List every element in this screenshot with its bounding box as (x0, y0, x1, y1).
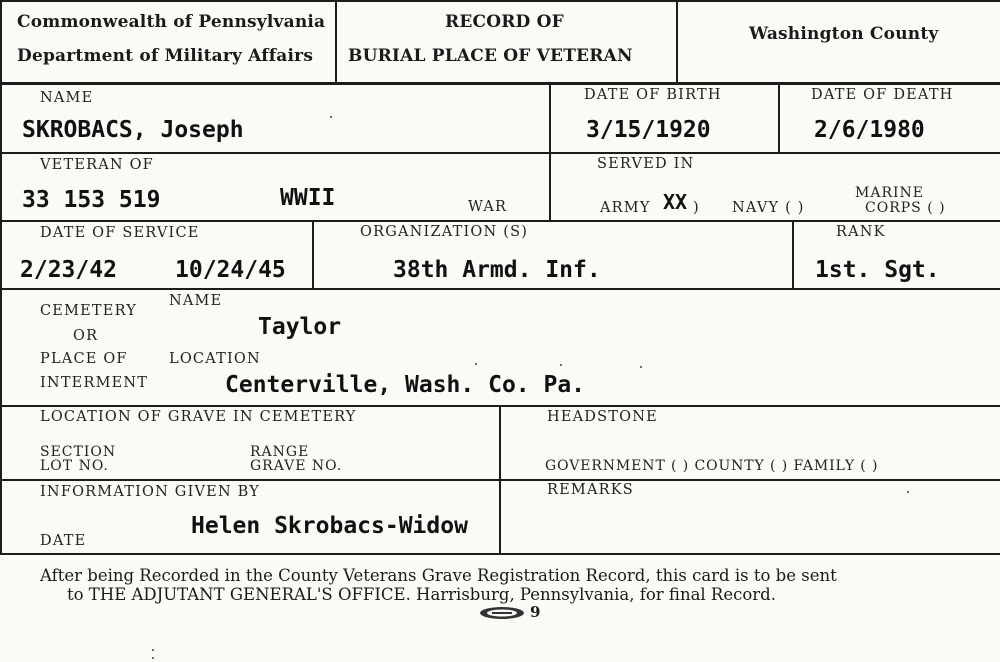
serial-number: 33 153 519 (22, 187, 161, 213)
army-mark: XX (663, 190, 688, 214)
date-label: DATE (40, 533, 87, 549)
rank-value: 1st. Sgt. (815, 257, 940, 283)
marine-label-line-1: MARINE (855, 185, 924, 201)
divider-row3 (0, 288, 1000, 290)
border-top (0, 0, 1000, 2)
scan-speck (475, 363, 477, 365)
divider-name-dob (549, 84, 551, 221)
date-of-birth-value: 3/15/1920 (586, 117, 711, 143)
divider-org-rank (792, 221, 794, 289)
interment-label: INTERMENT (40, 375, 149, 391)
navy-label: NAVY ( ) (732, 200, 805, 216)
grave-location-label: LOCATION OF GRAVE IN CEMETERY (40, 409, 357, 425)
organization-label: ORGANIZATION (S) (360, 224, 529, 240)
grave-no-label: GRAVE NO. (250, 458, 343, 474)
army-close: ) (693, 200, 700, 216)
scan-speck (907, 491, 909, 493)
divider-header (0, 82, 1000, 85)
divider-header-v1 (335, 0, 337, 84)
remarks-label: REMARKS (547, 482, 634, 498)
served-in-label: SERVED IN (597, 156, 695, 172)
union-label-icon (478, 605, 526, 621)
divider-dob-dod (778, 84, 780, 153)
divider-header-v2 (676, 0, 678, 84)
cemetery-name-value: Taylor (258, 314, 342, 340)
range-label: RANGE (250, 444, 310, 460)
location-label: LOCATION (169, 351, 261, 367)
service-end-date: 10/24/45 (175, 257, 286, 283)
date-of-service-label: DATE OF SERVICE (40, 225, 200, 241)
date-of-birth-label: DATE OF BIRTH (584, 87, 722, 103)
lot-no-label: LOT NO. (40, 458, 109, 474)
divider-row1 (0, 152, 1000, 154)
form-title-line-2: BURIAL PLACE OF VETERAN (348, 46, 633, 66)
or-label: OR (73, 328, 99, 344)
location-value: Centerville, Wash. Co. Pa. (225, 372, 586, 398)
service-start-date: 2/23/42 (20, 257, 117, 283)
scan-speck (152, 657, 154, 659)
veteran-of-label: VETERAN OF (40, 157, 154, 173)
divider-grave-headstone (499, 406, 501, 553)
department-line-2: Department of Military Affairs (17, 46, 314, 66)
army-label: ARMY (600, 200, 651, 216)
marine-label-line-2: CORPS ( ) (865, 200, 946, 216)
headstone-options: GOVERNMENT ( ) COUNTY ( ) FAMILY ( ) (545, 458, 879, 474)
cemetery-label: CEMETERY (40, 303, 138, 319)
footer-instruction-line-2: to THE ADJUTANT GENERAL'S OFFICE. Harrisburg, Pennsylvania, for final Record. (67, 585, 776, 604)
divider-service-org (312, 221, 314, 289)
headstone-label: HEADSTONE (547, 409, 658, 425)
name-label: NAME (40, 90, 94, 106)
page-number: 9 (530, 603, 541, 621)
information-given-by-label: INFORMATION GIVEN BY (40, 484, 261, 500)
scan-speck (560, 364, 562, 366)
department-line-1: Commonwealth of Pennsylvania (17, 12, 326, 32)
scan-speck (640, 366, 642, 368)
veteran-name: SKROBACS, Joseph (22, 117, 244, 143)
section-label: SECTION (40, 444, 117, 460)
form-title-line-1: RECORD OF (445, 12, 564, 32)
place-of-label: PLACE OF (40, 351, 128, 367)
scan-speck (330, 116, 332, 118)
cemetery-name-label: NAME (169, 293, 223, 309)
divider-row2 (0, 220, 1000, 222)
date-of-death-label: DATE OF DEATH (811, 87, 954, 103)
county-name: Washington County (749, 24, 939, 44)
war-value: WWII (280, 185, 336, 211)
scan-speck (152, 649, 154, 651)
divider-row6 (0, 553, 1000, 555)
organization-value: 38th Armd. Inf. (393, 257, 601, 283)
rank-label: RANK (836, 224, 886, 240)
date-of-death-value: 2/6/1980 (814, 117, 925, 143)
war-label: WAR (468, 199, 508, 215)
footer-instruction-line-1: After being Recorded in the County Veterans Grave Registration Record, this card is to be sent (40, 566, 837, 585)
informant-value: Helen Skrobacs-Widow (191, 513, 468, 539)
